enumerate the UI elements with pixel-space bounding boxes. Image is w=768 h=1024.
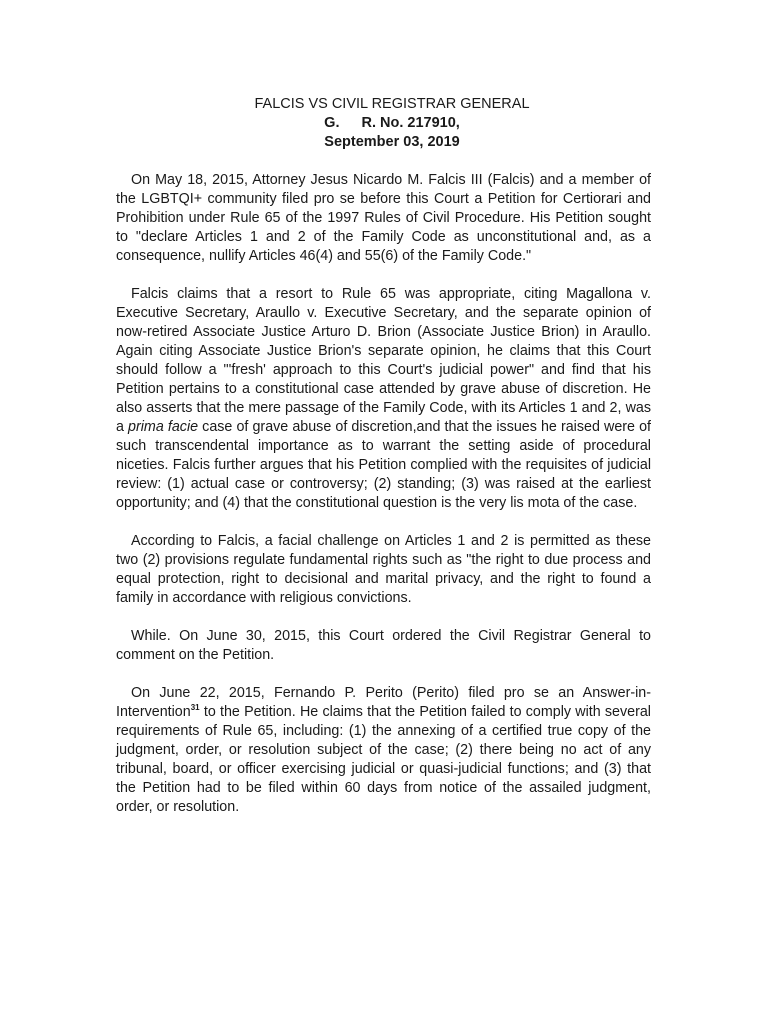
paragraph-5 xyxy=(116,684,651,817)
case-header xyxy=(0,95,768,152)
paragraph-5-part-a: On June 22, 2015, Fernando P. Perito (Perito) filed pro se an Answer-in-Intervention xyxy=(116,685,651,720)
footnote-ref: 31 xyxy=(190,703,200,713)
paragraph-2-part-b: case of grave abuse of discretion,and that the issues he raised were of such transcendental importance as to warrant the setting aside of procedural niceties. Falcis further argues that his Petition complied with the requisites of judicial review: (1) actual case or controversy; (2) standing; (3) was raised at the earliest opportunity; and (4) that the constitutional question is the very lis mota of the case. xyxy=(116,419,651,511)
paragraph-2-part-a: Falcis claims that a resort to Rule 65 was appropriate, citing Magallona v. Executive Secretary, Araullo v. Executive Secretary, and the separate opinion of now-retired Associate Justice Arturo D. Brion (Associate Justice Brion) in Araullo. Again citing Associate Justice Brion's separate opinion, he claims that this Court should follow a "'fresh' approach to this Court's judicial power" and find that his Petition pertains to a constitutional case attended by grave abuse of discretion. He also asserts that the mere passage of the Family Code, with its Articles 1 and 2, was a xyxy=(116,286,651,435)
paragraph-5-part-b: to the Petition. He claims that the Petition failed to comply with several requirements of Rule 65, including: (1) the annexing of a certified true copy of the judgment, order, or resolution subject of the case; (2) there being no act of any tribunal, board, or officer exercising judicial or quasi-judicial functions; and (3) that the Petition had to be filed within 60 days from notice of the assailed judgment, order, or resolution. xyxy=(116,704,651,815)
paragraph-2 xyxy=(116,285,651,513)
paragraph-4: While. On June 30, 2015, this Court ordered the Civil Registrar General to comment on the Petition. xyxy=(116,628,651,663)
paragraph-1: On May 18, 2015, Attorney Jesus Nicardo M. Falcis III (Falcis) and a member of the LGBTQI+ community filed pro se before this Court a Petition for Certiorari and Prohibition under Rule 65 of the 1997 Rules of Civil Procedure. His Petition sought to "declare Articles 1 and 2 of the Family Code as unconstitutional and, as a consequence, nullify Articles 46(4) and 55(6) of the Family Code." xyxy=(116,172,651,264)
document-body xyxy=(116,171,651,836)
paragraph-2-italic: prima facie xyxy=(128,419,199,435)
case-title: FALCIS VS CIVIL REGISTRAR GENERAL xyxy=(254,96,530,112)
case-date: September 03, 2019 xyxy=(324,134,460,150)
gr-number xyxy=(0,114,768,133)
paragraph-3: According to Falcis, a facial challenge on Articles 1 and 2 is permitted as these two (2) provisions regulate fundamental rights such as "the right to due process and equal protection, right to decisional and marital privacy, and the right to found a family in accordance with religious convictions. xyxy=(116,533,651,606)
gr-prefix: G. xyxy=(324,115,340,131)
gr-number-value: R. No. 217910, xyxy=(361,115,460,131)
